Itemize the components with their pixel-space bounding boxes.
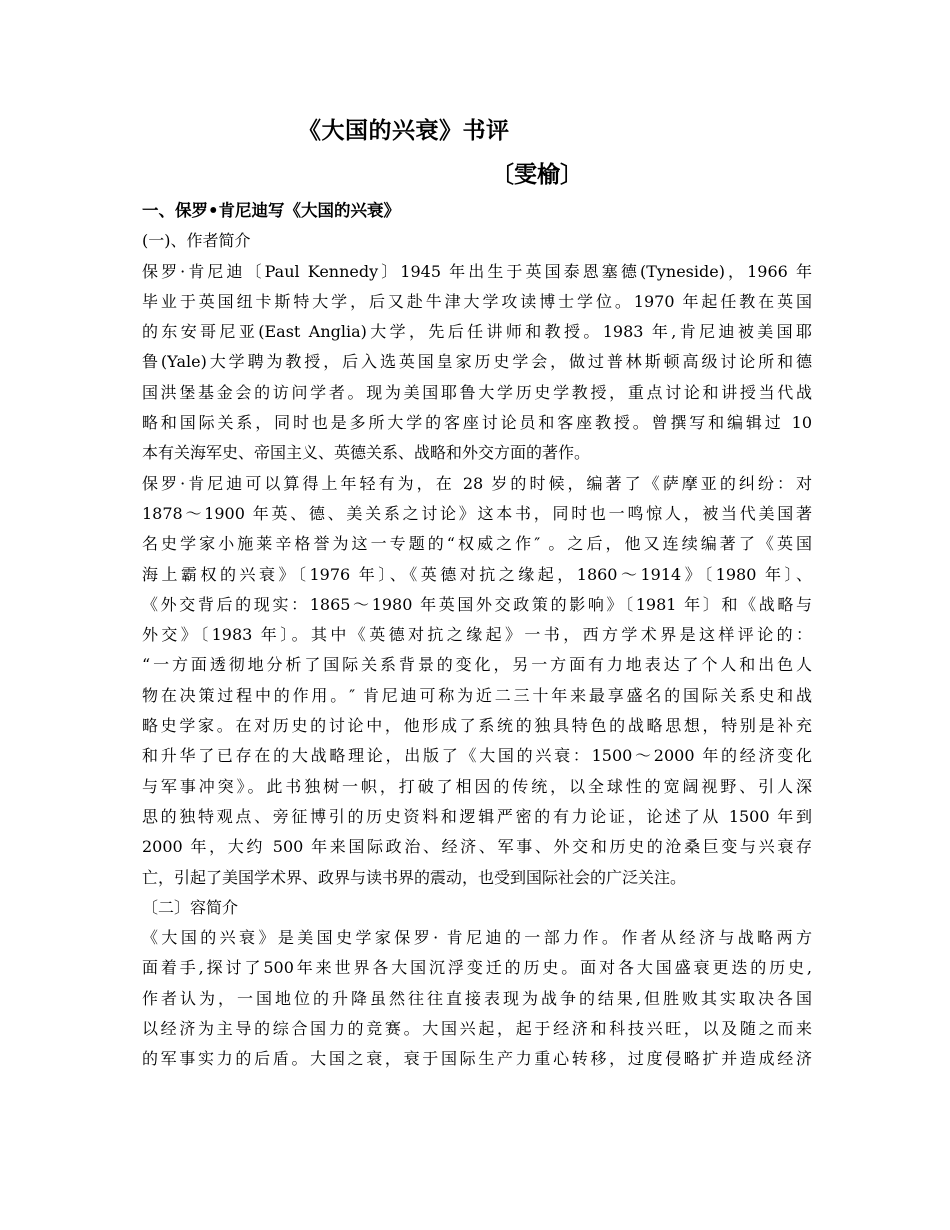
- paragraph-line: 面着手,探讨了500年来世界各大国沉浮变迁的历史。面对各大国盛衰更迭的历史,: [142, 958, 812, 978]
- paragraph-author-bio: [142, 257, 812, 469]
- paragraph-line: 亡，引起了美国学术界、政界与读书界的震动，也受到国际社会的广泛关注。: [142, 867, 687, 887]
- section-heading: 一、保罗•肯尼迪写《大国的兴衰》: [142, 201, 401, 220]
- paragraph-line: 海上霸权的兴衰》〔1976 年〕、《英德对抗之缘起，1860～1914》〔1980 年〕、: [142, 564, 812, 584]
- paragraph-line: 2000 年，大约 500 年来国际政治、经济、军事、外交和历史的沧桑巨变与兴衰存: [142, 837, 812, 857]
- paragraph-line: “一方面透彻地分析了国际关系背景的变化，另一方面有力地表达了个人和出色人: [142, 655, 812, 675]
- paragraph-line: 本有关海军史、帝国主义、英德关系、战略和外交方面的著作。: [142, 443, 591, 463]
- paragraph-line: 毕业于英国纽卡斯特大学，后又赴牛津大学攻读博士学位。1970 年起任教在英国: [142, 291, 812, 311]
- paragraph-line: 以经济为主导的综合国力的竞赛。大国兴起，起于经济和科技兴旺，以及随之而来: [142, 1019, 812, 1039]
- paragraph-line: 1878～1900 年英、德、美关系之讨论》这本书，同时也一鸣惊人，被当代美国著: [142, 503, 812, 523]
- paragraph-line: 略和国际关系，同时也是多所大学的客座讨论员和客座教授。曾撰写和编辑过 10: [142, 413, 812, 433]
- paragraph-author-works: [142, 469, 812, 893]
- paragraph-line: 与军事冲突》。此书独树一帜，打破了相因的传统，以全球性的宽阔视野、引人深: [142, 776, 812, 796]
- paragraph-line: 《外交背后的现实：1865～1980 年英国外交政策的影响》〔1981 年〕和《战略与: [142, 594, 812, 614]
- paragraph-line: 鲁(Yale)大学聘为教授，后入选英国皇家历史学会，做过普林斯顿高级讨论所和德: [142, 352, 812, 372]
- paragraph-line: 外交》〔1983 年〕。其中《英德对抗之缘起》一书，西方学术界是这样评论的：: [142, 625, 812, 645]
- paragraph-line: 作者认为，一国地位的升降虽然往往直接表现为战争的结果,但胜败其实取决各国: [142, 988, 812, 1008]
- document-title: 《大国的兴衰》书评: [298, 117, 510, 144]
- paragraph-line: 保罗·肯尼迪〔Paul Kennedy〕1945 年出生于英国泰恩塞德(Tyneside)，1966 年: [142, 261, 812, 281]
- paragraph-line: 的东安哥尼亚(East Anglia)大学，先后任讲师和教授。1983 年,肯尼迪被美国耶: [142, 322, 812, 342]
- paragraph-line: 保罗·肯尼迪可以算得上年轻有为，在 28 岁的时候，编著了《萨摩亚的纠纷：对: [142, 473, 812, 493]
- subsection-heading-content-intro: 〔二〕容简介: [142, 897, 239, 917]
- document-body: [142, 196, 812, 1075]
- paragraph-line: 名史学家小施莱辛格誉为这一专题的“权威之作″ 。之后，他又连续编著了《英国: [142, 534, 812, 554]
- paragraph-line: 物在决策过程中的作用。″ 肯尼迪可称为近二三十年来最享盛名的国际关系史和战: [142, 685, 812, 705]
- paragraph-line: 略史学家。在对历史的讨论中，他形成了系统的独具特色的战略思想，特别是补充: [142, 716, 812, 736]
- document-author: 〔雯榆〕: [491, 161, 583, 188]
- paragraph-line: 思的独特观点、旁征博引的历史资料和逻辑严密的有力论证，论述了从 1500 年到: [142, 806, 812, 826]
- paragraph-line: 的军事实力的后盾。大国之衰，衰于国际生产力重心转移，过度侵略扩并造成经济: [142, 1049, 812, 1069]
- paragraph-book-summary: [142, 923, 812, 1074]
- paragraph-line: 和升华了已存在的大战略理论，出版了《大国的兴衰：1500～2000 年的经济变化: [142, 746, 812, 766]
- subsection-heading-author-intro: (一)、作者简介: [142, 231, 251, 251]
- paragraph-line: 《大国的兴衰》是美国史学家保罗· 肯尼迪的一部力作。作者从经济与战略两方: [142, 928, 812, 948]
- paragraph-line: 国洪堡基金会的访问学者。现为美国耶鲁大学历史学教授，重点讨论和讲授当代战: [142, 382, 812, 402]
